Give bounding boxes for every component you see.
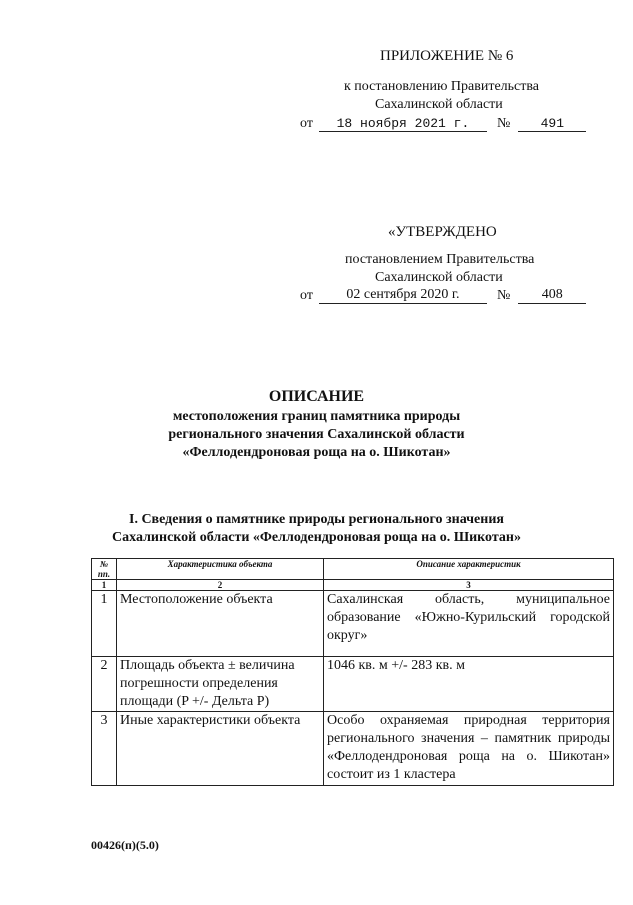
table-row [92,712,614,786]
column-number-2: 2 [117,580,324,591]
section-line-2: Сахалинской области «Феллодендроновая роща на о. Шикотан» [112,530,521,545]
approved-line-2: Сахалинской области [375,270,503,285]
row-description: 1046 кв. м +/- 283 кв. м [324,657,614,712]
table-row [92,657,614,712]
annex-from-label: от [300,116,313,131]
approved-date-row [300,287,586,304]
description-line-1: местоположения границ памятника природы [172,409,461,424]
header-description: Описание характеристик [324,559,614,580]
document-code: 00426(п)(5.0) [91,838,159,852]
section-heading [0,511,633,547]
description-line-2: регионального значения Сахалинской области [168,427,465,442]
approved-title: «УТВЕРЖДЕНО [388,224,497,240]
approved-line-1: постановлением Правительства [345,252,535,267]
annex-number-label: № [496,116,511,131]
approved-number: 408 [518,287,586,304]
row-characteristic: Иные характеристики объекта [117,712,324,786]
header-characteristic: Характеристика объекта [117,559,324,580]
row-number: 2 [92,657,117,712]
approved-date: 02 сентября 2020 г. [319,287,487,304]
annex-date-row [300,116,586,132]
annex-line-2: Сахалинской области [375,97,503,112]
row-number: 1 [92,591,117,657]
row-characteristic: Местоположение объекта [117,591,324,657]
annex-line-1: к постановлению Правительства [344,79,540,94]
annex-date: 18 ноября 2021 г. [319,116,487,132]
row-description: Сахалинская область, муниципальное образование «Южно-Курильский городской округ» [324,591,614,657]
section-line-1: I. Сведения о памятнике природы регионального значения [129,512,504,527]
row-description: Особо охраняемая природная территория регионального значения – памятник природы «Феллодендроновая роща на о. Шикотан» состоит из 1 кластера [324,712,614,786]
table-header-row [92,559,614,580]
description-line-3: «Феллодендроновая роща на о. Шикотан» [182,445,451,460]
row-number: 3 [92,712,117,786]
column-number-3: 3 [324,580,614,591]
row-characteristic: Площадь объекта ± величина погрешности определения площади (P +/- Дельта P) [117,657,324,712]
annex-title: ПРИЛОЖЕНИЕ № 6 [380,48,514,64]
annex-number: 491 [518,116,586,132]
approved-from-label: от [300,288,313,303]
characteristics-table [91,558,614,786]
header-number: № пп. [92,559,117,580]
column-number-1: 1 [92,580,117,591]
table-row [92,591,614,657]
description-title: ОПИСАНИЕ [268,388,365,405]
table-column-numbers-row [92,580,614,591]
description-subtitle [0,408,633,462]
approved-number-label: № [496,288,511,303]
